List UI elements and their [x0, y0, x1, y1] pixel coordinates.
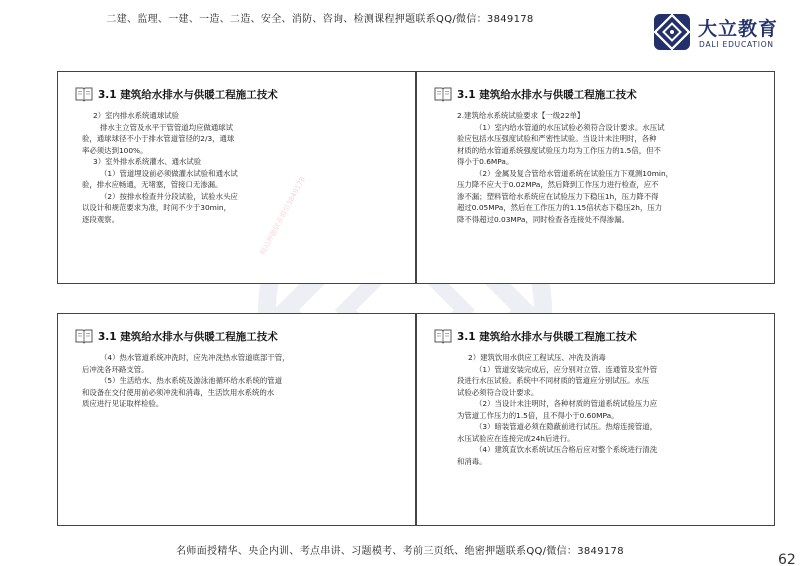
- slide-1: [57, 71, 416, 284]
- document-icon: [433, 326, 453, 346]
- text-line: 材质的给水管道系统强度试验压力均为工作压力的1.5倍，但不: [457, 145, 661, 155]
- text-line: 验，通球球径不小于排水管道管径的2/3，通球: [82, 134, 235, 144]
- text-line: 排水主立管及水平干管管道均应做通球试: [100, 122, 234, 132]
- logo-text-cn: 大立教育: [698, 18, 779, 40]
- text-line: 质应进行见证取样检验。: [82, 399, 164, 409]
- text-line: 压力降不应大于0.02MPa，然后降到工作压力进行检查，应不: [457, 180, 659, 190]
- slide-body: [457, 110, 760, 225]
- slide-title: 3.1 建筑给水排水与供暖工程施工技术: [98, 89, 278, 101]
- text-line: （5）生活给水、热水系统及游泳池循环给水系统的管道: [100, 376, 283, 386]
- header-banner: 二建、监理、一建、一造、二造、安全、消防、咨询、检测课程押题联系QQ/微信：3849178: [106, 14, 534, 25]
- text-line: 3）室外排水系统灌水、通水试验: [93, 157, 202, 167]
- text-line: 逐段观察。: [82, 214, 119, 224]
- logo-mark-icon: [652, 12, 692, 52]
- slide-header: [433, 326, 763, 348]
- footer-banner: 名师面授精华、央企内训、考点串讲、习题模考、考前三页纸、绝密押题联系QQ/微信：3849178: [176, 546, 624, 557]
- text-line: 渗不漏；塑料管给水系统应在试验压力下稳压1h，压力降不得: [457, 191, 659, 201]
- text-line: （2）金属及复合管给水管道系统在试验压力下观测10min，: [475, 168, 674, 178]
- logo: [652, 12, 792, 56]
- slide-header: [74, 326, 404, 348]
- text-line: 试验必须符合设计要求。: [457, 387, 539, 397]
- text-line: （2）当设计未注明时，各种材质的管道系统试验压力应: [475, 399, 658, 409]
- slide-2: [416, 71, 775, 284]
- text-line: 验，排水应畅通，无堵塞，管接口无渗漏。: [82, 180, 223, 190]
- text-line: 为管道工作压力的1.5倍，且不得小于0.60MPa。: [457, 410, 619, 420]
- text-line: 和消毒。: [457, 456, 487, 466]
- text-line: （4）建筑直饮水系统试压合格后应对整个系统进行清洗: [475, 445, 658, 455]
- text-line: 2）建筑饮用水供应工程试压、冲洗及消毒: [468, 353, 606, 362]
- text-line: （1）管道安装完成后，应分别对立管、连通管及室外管: [475, 364, 658, 374]
- text-line: （4）热水管道系统冲洗时，应先冲洗热水管道底部干管，: [100, 353, 290, 362]
- text-line: 得小于0.6MPa。: [457, 157, 514, 167]
- slide-body: [457, 352, 760, 467]
- text-line: 段进行水压试验。系统中不同材质的管道应分别试压。水压: [457, 376, 650, 386]
- logo-text-en: DALI EDUCATION: [699, 40, 774, 49]
- text-line: （3）暗装管道必须在隐蔽前进行试压。热熔连接管道，: [475, 422, 658, 432]
- slide-4: [416, 313, 775, 526]
- text-line: 后冲洗各环路支管。: [82, 364, 149, 374]
- slide-title: 3.1 建筑给水排水与供暖工程施工技术: [457, 331, 637, 343]
- text-line: 降不得超过0.03MPa，同时检查各连接处不得渗漏。: [457, 214, 629, 224]
- text-line: 水压试验应在连接完成24h后进行。: [457, 433, 575, 443]
- text-line: 超过0.05MPa，然后在工作压力的1.15倍状态下稳压2h，压力: [457, 203, 663, 213]
- slide-header: [74, 84, 404, 106]
- text-line: 以设计和规范要求为准，时间不少于30min，: [82, 203, 231, 213]
- slide-3: [57, 313, 416, 526]
- text-line: 2.建筑给水系统试验要求【一级22单】: [457, 111, 585, 120]
- document-icon: [433, 84, 453, 104]
- slide-header: [433, 84, 763, 106]
- slide-title: 3.1 建筑给水排水与供暖工程施工技术: [98, 331, 278, 343]
- document-icon: [74, 326, 94, 346]
- slide-watermark-text: 精品押题联系微信3849178: [258, 175, 307, 257]
- page-number: 62: [778, 552, 796, 566]
- slide-body: [82, 352, 401, 410]
- slide-title: 3.1 建筑给水排水与供暖工程施工技术: [457, 89, 637, 101]
- slide-body: [82, 110, 401, 225]
- text-line: （1）管道埋设前必须做灌水试验和通水试: [100, 168, 238, 178]
- text-line: （2）按排水检查井分段试验，试验水头应: [100, 191, 238, 201]
- text-line: （1）室内给水管道的水压试验必须符合设计要求。水压试: [475, 122, 665, 132]
- document-icon: [74, 84, 94, 104]
- text-line: 验应包括水压强度试验和严密性试验。当设计未注明时，各种: [457, 134, 657, 144]
- text-line: 2）室内排水系统通球试验: [93, 111, 180, 120]
- text-line: 和设备在交付使用前必须冲洗和消毒，生活饮用水系统的水: [82, 387, 275, 397]
- text-line: 率必须达到100%。: [82, 145, 148, 155]
